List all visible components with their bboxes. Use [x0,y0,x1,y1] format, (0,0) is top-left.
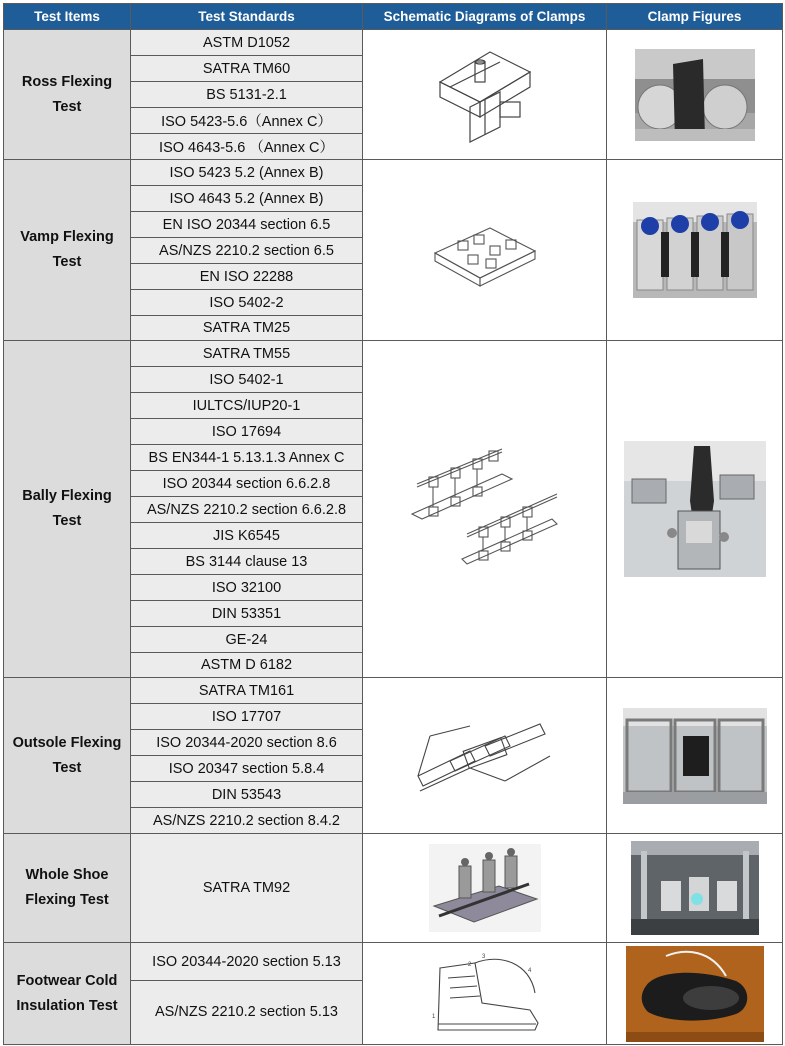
figure-cell [607,678,783,834]
standard-item: AS/NZS 2210.2 section 6.5 [131,238,362,264]
schematic-cell [363,834,607,943]
header-test-standards: Test Standards [131,4,363,30]
schematic-cell [363,943,607,1045]
standard-item: AS/NZS 2210.2 section 8.4.2 [153,812,340,829]
standard-item: ASTM D 6182 [200,657,293,673]
standards-cell [131,834,363,943]
whole-shoe-clamp-photo [631,841,759,935]
test-item-bally: Bally Flexing Test [4,341,131,678]
figure-cell [607,160,783,341]
standard-item: SATRA TM161 [131,678,362,704]
standard-item: AS/NZS 2210.2 section 5.13 [155,1004,338,1020]
header-schematic-diagrams: Schematic Diagrams of Clamps [363,4,607,30]
standard-item: ISO 20344-2020 section 5.13 [131,943,362,981]
table-row [4,341,783,678]
svg-text:2: 2 [467,961,471,968]
standard-item: EN ISO 20344 section 6.5 [131,212,362,238]
standard-item: SATRA TM60 [131,56,362,82]
schematic-cell [363,160,607,341]
standard-item: GE-24 [131,627,362,653]
standards-cell [131,678,363,834]
standard-item: ISO 17694 [131,419,362,445]
schematic-cell [363,678,607,834]
bally-clamp-schematic [407,439,562,579]
header-clamp-figures: Clamp Figures [607,4,783,30]
standards-cell [131,341,363,678]
standard-item: AS/NZS 2210.2 section 6.6.2.8 [131,497,362,523]
standard-item: BS EN344-1 5.13.1.3 Annex C [131,445,362,471]
standard-item: ISO 5402-1 [131,367,362,393]
standard-item: JIS K6545 [131,523,362,549]
schematic-cell [363,341,607,678]
standard-item: SATRA TM25 [202,320,291,336]
svg-text:1: 1 [431,1013,435,1020]
table-row [4,834,783,943]
ross-clamp-photo [635,49,755,141]
standards-cell [131,943,363,1045]
vamp-clamp-photo [633,202,757,298]
table-row [4,678,783,834]
table-row [4,160,783,341]
standard-item: ISO 17707 [131,704,362,730]
standard-item: ISO 32100 [131,575,362,601]
cold-insulation-schematic [420,948,550,1040]
standard-item: IULTCS/IUP20-1 [131,393,362,419]
standard-item: BS 3144 clause 13 [131,549,362,575]
test-item-outsole: Outsole Flexing Test [4,678,131,834]
figure-cell [607,30,783,160]
standard-item: DIN 53543 [131,782,362,808]
figure-cell [607,341,783,678]
figure-cell [607,943,783,1045]
standard-item: ASTM D1052 [131,30,362,56]
standard-item: ISO 5423 5.2 (Annex B) [131,160,362,186]
test-item-whole-shoe: Whole Shoe Flexing Test [4,834,131,943]
standard-item: SATRA TM55 [131,341,362,367]
standard-item: ISO 4643 5.2 (Annex B) [131,186,362,212]
standard-item: DIN 53351 [131,601,362,627]
vamp-clamp-schematic [430,213,540,288]
table-row [4,30,783,160]
bally-clamp-photo [624,441,766,577]
header-test-items: Test Items [4,4,131,30]
standard-item: EN ISO 22288 [131,264,362,290]
outsole-clamp-photo [623,708,767,804]
standard-item: ISO 4643-5.6 （Annex C） [159,140,334,156]
standard-item: ISO 20344-2020 section 8.6 [131,730,362,756]
standard-item: SATRA TM92 [202,880,291,896]
header-row [4,4,783,30]
svg-text:4: 4 [527,967,531,974]
svg-text:3: 3 [481,953,485,960]
ross-clamp-schematic [430,42,540,147]
standards-cell [131,160,363,341]
standard-item: BS 5131-2.1 [131,82,362,108]
test-item-ross: Ross Flexing Test [4,30,131,160]
standards-cell [131,30,363,160]
standard-item: ISO 20347 section 5.8.4 [131,756,362,782]
table-row [4,943,783,1045]
standard-item: ISO 5423-5.6（Annex C） [131,108,362,134]
schematic-cell [363,30,607,160]
cold-insulation-photo [626,946,764,1042]
test-item-cold-insulation: Footwear Cold Insulation Test [4,943,131,1045]
standard-item: ISO 20344 section 6.6.2.8 [131,471,362,497]
outsole-clamp-schematic [410,706,560,806]
figure-cell [607,834,783,943]
whole-shoe-clamp-schematic [429,844,541,932]
standard-item: ISO 5402-2 [131,290,362,316]
test-item-vamp: Vamp Flexing Test [4,160,131,341]
standards-table [3,3,783,1045]
